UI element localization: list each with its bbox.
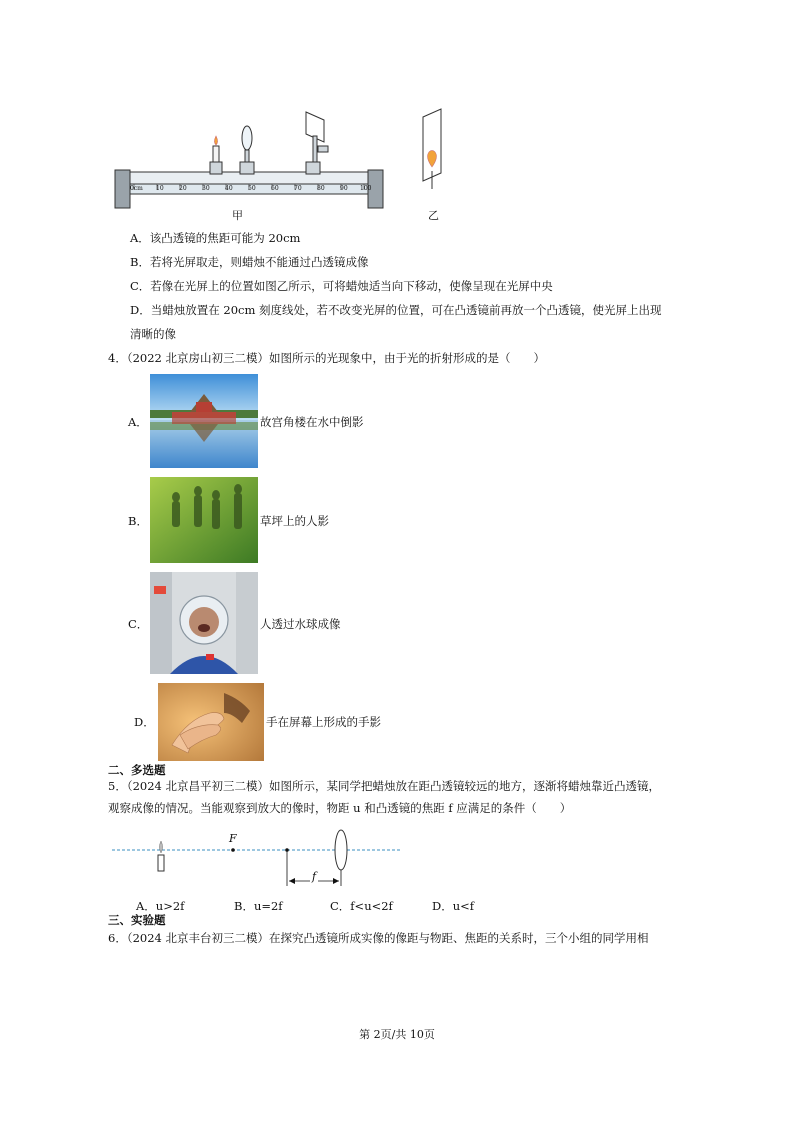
q4-stem: 4．（2022 北京房山初三二模）如图所示的光现象中，由于光的折射形成的是（ ） <box>108 351 545 365</box>
corner-tower-photo <box>150 374 258 468</box>
section-heading-multiple-choice: 二、多选题 <box>108 763 166 777</box>
q4-option-a-letter: A． <box>128 415 148 429</box>
screen-figure <box>415 105 455 205</box>
grass-shadow-photo <box>150 477 258 563</box>
q4-option-b-text: 草坪上的人影 <box>260 514 329 528</box>
ruler-tick-label: 90 <box>340 185 348 192</box>
ruler-tick-label: 0cm <box>130 185 143 192</box>
q5-stem-line2: 观察成像的情况。当能观察到放大的像时，物距 u 和凸透镜的焦距 f 应满足的条件（ ） <box>108 801 572 815</box>
q3-option-b: B．若将光屏取走，则蜡烛不能通过凸透镜成像 <box>130 255 369 269</box>
ruler-tick-label: 20 <box>179 185 187 192</box>
q4-option-c-text: 人透过水球成像 <box>260 617 341 631</box>
q6-stem: 6．（2024 北京丰台初三二模）在探究凸透镜所成实像的像距与物距、焦距的关系时，三个小组的同学用相 <box>108 931 649 945</box>
q4-option-c-letter: C． <box>128 617 149 631</box>
q3-option-a: A．该凸透镜的焦距可能为 20cm <box>130 231 301 245</box>
q3-option-d: D．当蜡烛放置在 20cm 刻度线处，若不改变光屏的位置，可在凸透镜前再放一个凸透镜，使光屏上出现 <box>130 303 662 317</box>
q5-option-a: A．u>2f <box>136 899 185 913</box>
q4-option-a-text: 故宫角楼在水中倒影 <box>260 415 364 429</box>
figure-caption-yi: 乙 <box>428 209 439 222</box>
q3-option-d-cont: 清晰的像 <box>130 327 176 341</box>
screen-drawing <box>415 105 455 205</box>
q4-option-b-letter: B． <box>128 514 148 528</box>
page-footer: 第 2页/共 10页 <box>359 1028 435 1041</box>
q5-option-b: B．u=2f <box>234 899 283 913</box>
ruler-tick-label: 70 <box>294 185 302 192</box>
section-heading-experiment: 三、实验题 <box>108 913 166 927</box>
q5-stem-line1: 5．（2024 北京昌平初三二模）如图所示，某同学把蜡烛放在距凸透镜较远的地方，逐渐将蜡烛靠近凸透镜， <box>108 779 660 793</box>
focal-point-label: F <box>229 832 237 845</box>
q3-option-c: C．若像在光屏上的位置如图乙所示，可将蜡烛适当向下移动，使像呈现在光屏中央 <box>130 279 553 293</box>
q4-option-d-text: 手在屏幕上形成的手影 <box>266 715 381 729</box>
optical-bench-figure <box>110 100 390 225</box>
ruler-tick-label: 50 <box>248 185 256 192</box>
figure-caption-jia: 甲 <box>232 209 243 222</box>
ruler-tick-label: 100 <box>360 185 372 192</box>
ruler-tick-label: 30 <box>202 185 210 192</box>
ruler-tick-label: 40 <box>225 185 233 192</box>
lens-focal-drawing <box>112 826 402 890</box>
lens-focal-figure <box>112 826 402 890</box>
hand-shadow-photo <box>158 683 264 761</box>
water-ball-photo <box>150 572 258 674</box>
q5-option-c: C．f<u<2f <box>330 899 393 913</box>
ruler-tick-label: 60 <box>271 185 279 192</box>
q5-option-d: D．u<f <box>432 899 475 913</box>
ruler-tick-label: 10 <box>156 185 164 192</box>
focal-length-label: f <box>312 870 317 883</box>
optical-bench-drawing <box>110 100 390 225</box>
q4-option-d-letter: D． <box>134 715 155 729</box>
ruler-tick-label: 80 <box>317 185 325 192</box>
